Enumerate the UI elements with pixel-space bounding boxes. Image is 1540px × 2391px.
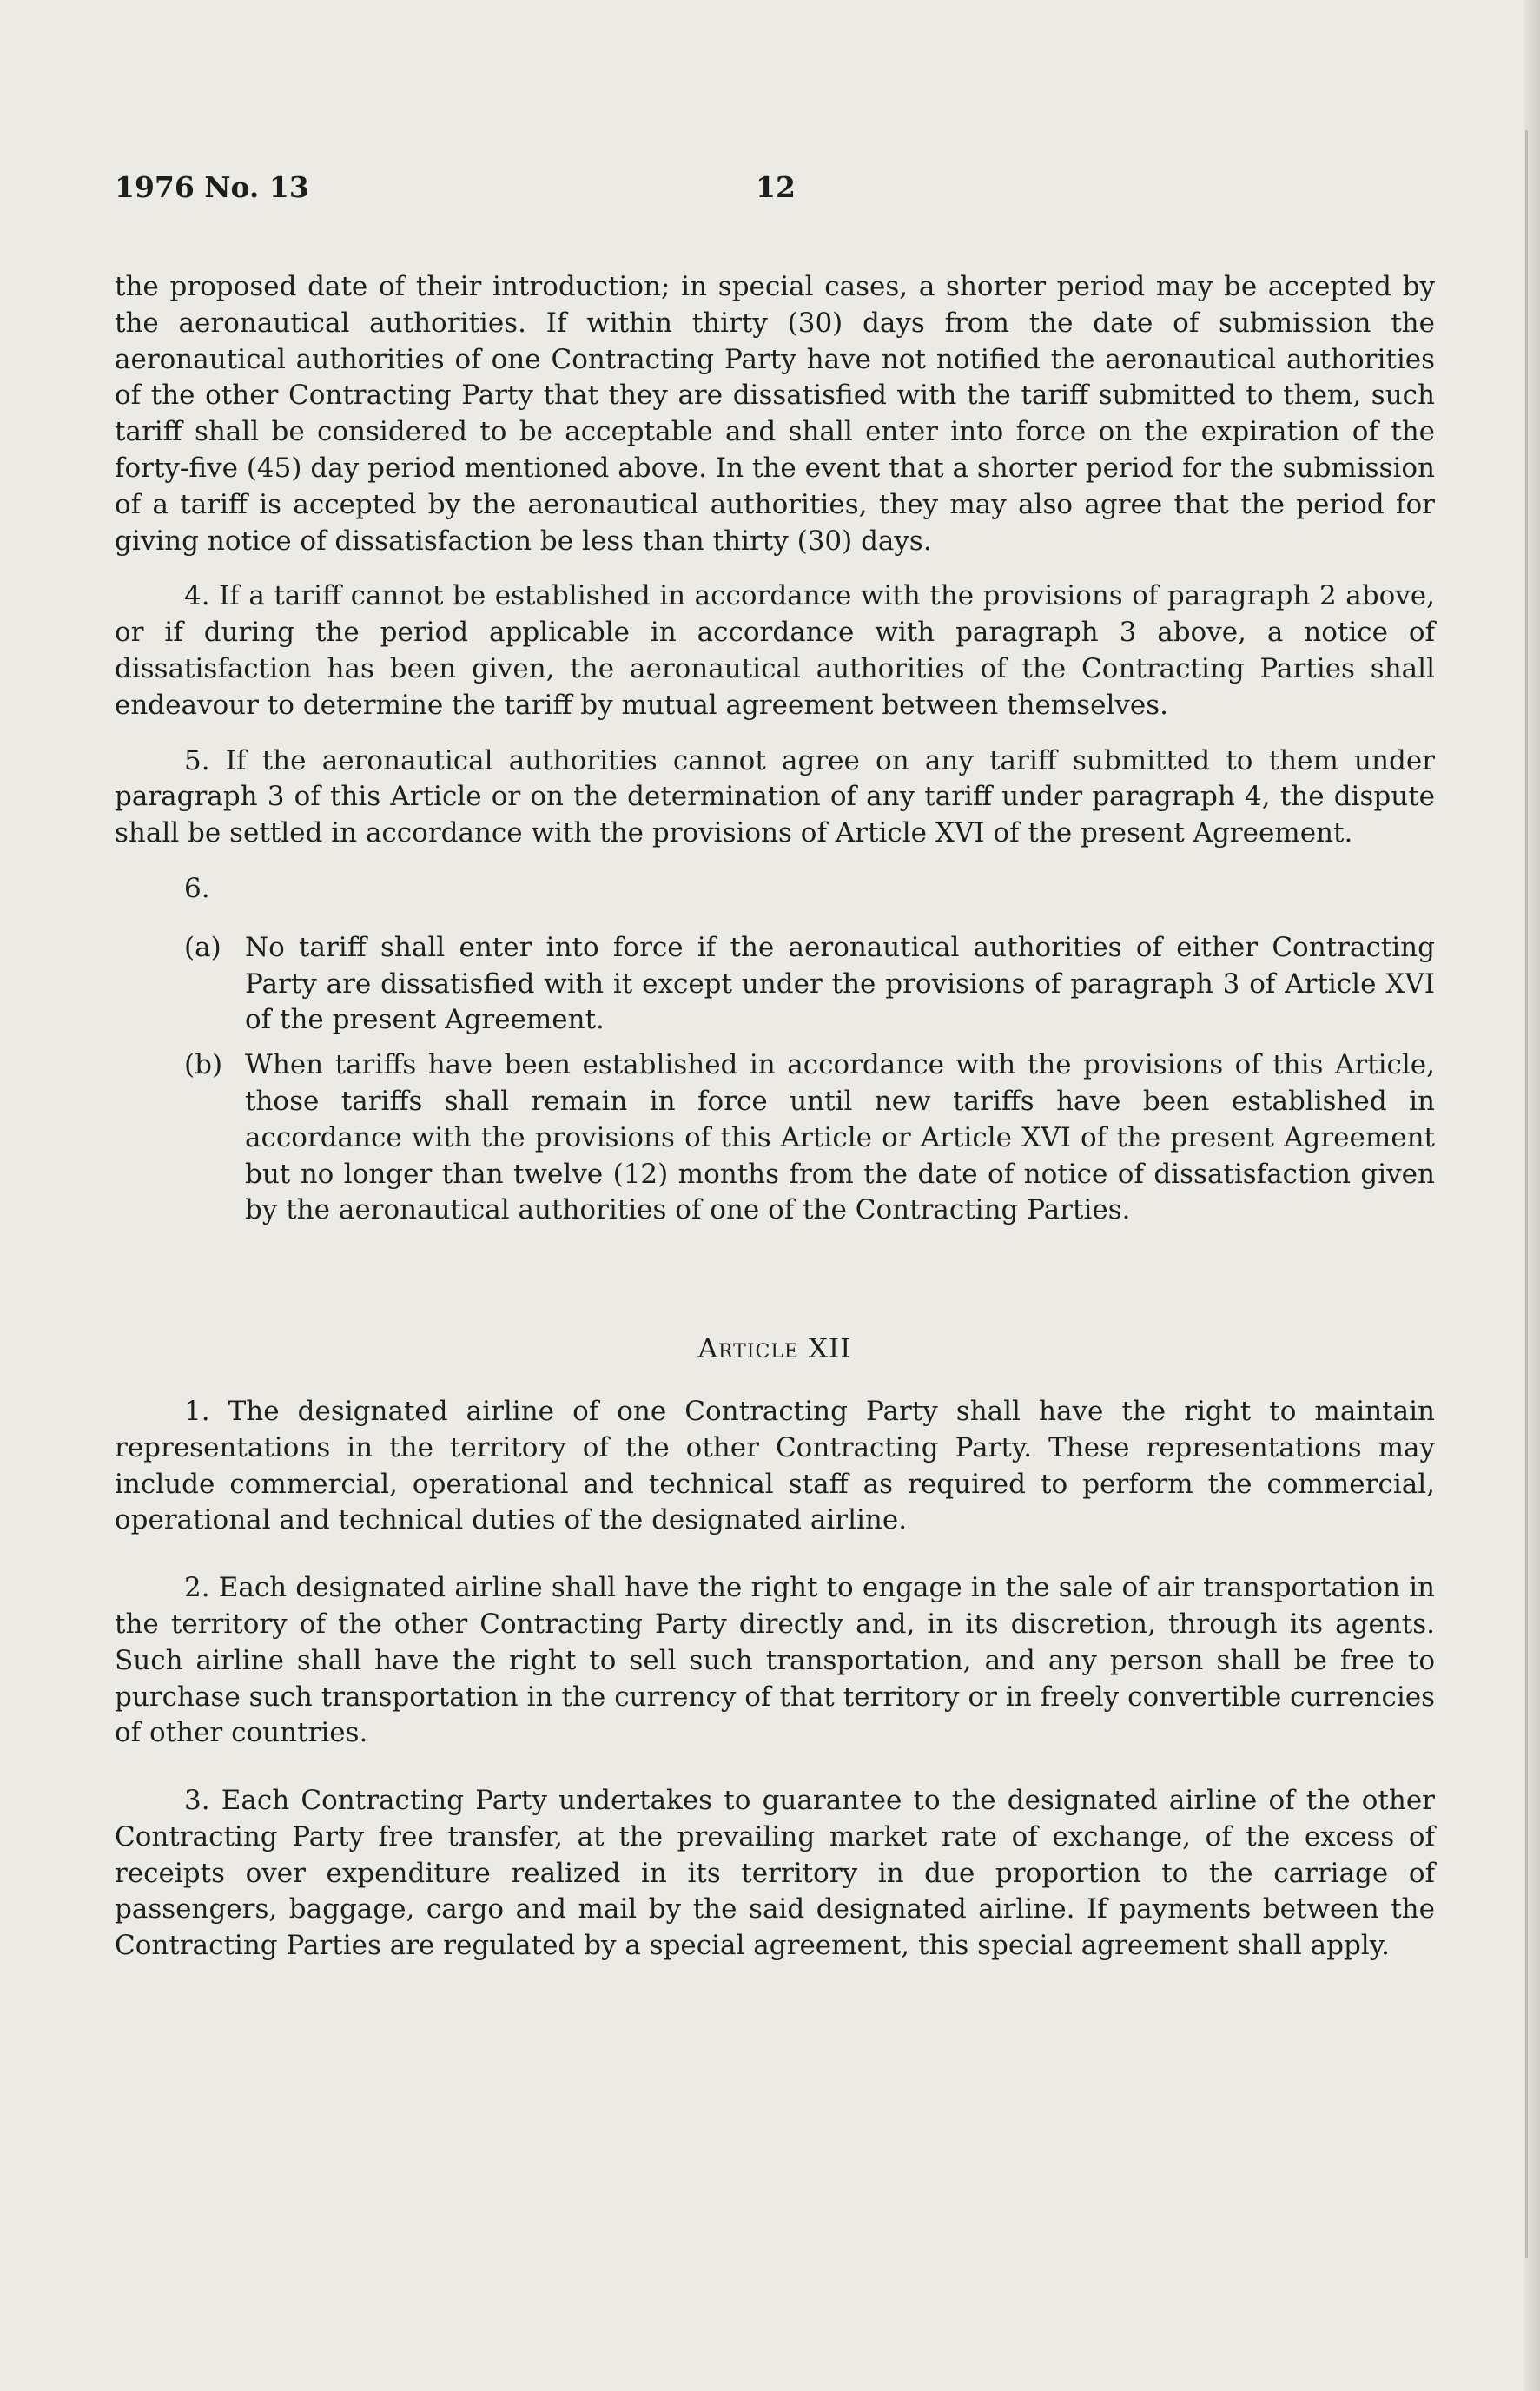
binding-line (1525, 130, 1528, 2258)
sub-item-text: No tariff shall enter into force if the aeronautical authorities of either Contracting Party are dissatisfied with it except under the provisions of paragraph 3 of Article XVI of the present Agreement. (245, 931, 1435, 1036)
sub-item-a (184, 930, 1435, 1039)
article-xii-paragraph-3: 3. Each Contracting Party undertakes to guarantee to the designated airline of the other Contracting Party free transfer, at the prevailing market rate of exchange, of the excess of receipts over expenditure realized in its territory in due proportion to the carriage of passengers, baggage, cargo and mail by the said designated airline. If payments between the Contracting Parties are regulated by a special agreement, this special agreement shall apply. (115, 1785, 1435, 1962)
sub-item-b (184, 1047, 1435, 1229)
sub-item-text: When tariffs have been established in accordance with the provisions of this Article, those tariffs shall remain in force until new tariffs have been established in accordance with the provisions of this Article or Article XVI of the present Agreement but no longer than twelve (12) months from the date of notice of dissatisfaction given by the aeronautical authorities of one of the Contracting Parties. (245, 1049, 1435, 1226)
header-year-number: 1976 No. 13 (115, 170, 309, 204)
header-page-number: 12 (756, 170, 796, 204)
article-heading: Article XII (697, 1333, 852, 1365)
document-body (115, 269, 1435, 1984)
paragraph-continued: the proposed date of their introduction; in special cases, a shorter period may be accepted by the aeronautical authorities. If within thirty (30) days from the date of submission the aeronautical authorities of one Contracting Party have not notified the aeronautical authorities of the other Contracting Party that they are dissatisfied with the tariff submitted to them, such tariff shall be considered to be acceptable and shall enter into force on the expiration of the forty-five (45) day period mentioned above. In the event that a shorter period for the submission of a tariff is accepted by the aeronautical authorities, they may also agree that the period for giving notice of dissatisfaction be less than thirty (30) days. (115, 271, 1435, 557)
page-header (115, 170, 1435, 214)
sub-item-label: (a) (184, 931, 221, 963)
article-xii-paragraph-2: 2. Each designated airline shall have the right to engage in the sale of air transportation in the territory of the other Contracting Party directly and, in its discretion, through its agents. Such airline shall have the right to sell such transportation, and any person shall be free to purchase such transportation in the currency of that territory or in freely convertible currencies of other countries. (115, 1572, 1435, 1749)
sub-item-label: (b) (184, 1049, 223, 1081)
paragraph-4: 4. If a tariff cannot be established in accordance with the provisions of paragraph 2 above, or if during the period applicable in accordance with paragraph 3 above, a notice of dissatisfaction has been given, the aeronautical authorities of the Contracting Parties shall endeavour to determine the tariff by mutual agreement between themselves. (115, 580, 1435, 721)
article-xii-paragraph-1: 1. The designated airline of one Contracting Party shall have the right to maintain representations in the territory of the other Contracting Party. These representations may include commercial, operational and technical staff as required to perform the commercial, operational and technical duties of the designated airline. (115, 1395, 1435, 1536)
paragraph-5: 5. If the aeronautical authorities cannot agree on any tariff submitted to them under paragraph 3 of this Article or on the determination of any tariff under paragraph 4, the dispute shall be settled in accordance with the provisions of Article XVI of the present Agreement. (115, 744, 1435, 849)
paragraph-6-number: 6. (184, 872, 210, 904)
